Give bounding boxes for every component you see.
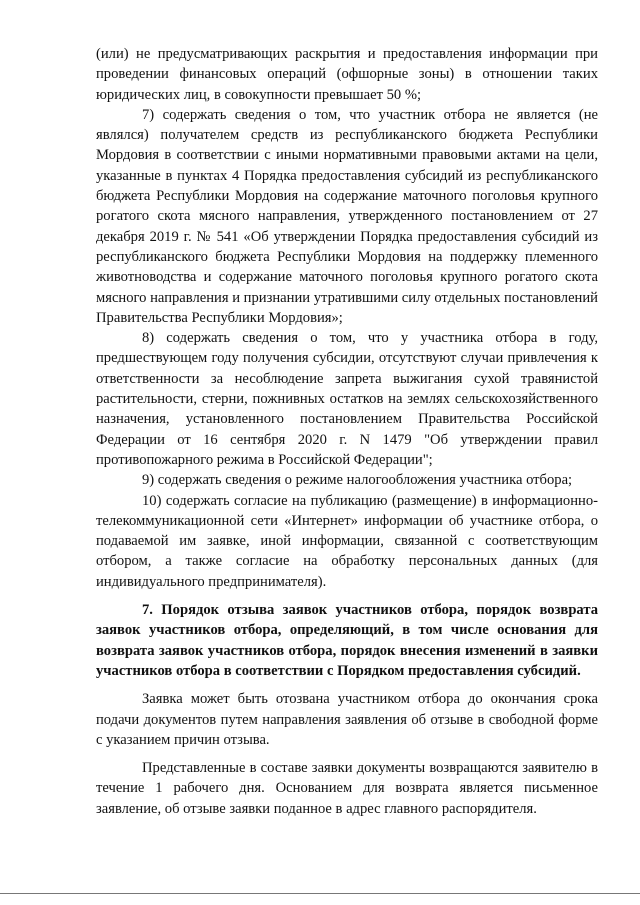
document-body (96, 44, 598, 819)
paragraph-item-8: 8) содержать сведения о том, что у участника отбора в году, предшествующем году получения субсидии, отсутствуют случаи привлечения к ответственности за несоблюдение запрета выжигания сухой травянистой растительности, стерни, пожнивных остатков на землях сельскохозяйственного назначения, установленного постановлением Правительства Российской Федерации от 16 сентября 2020 г. N 1479 "Об утверждении правил противопожарного режима в Российской Федерации"; (96, 330, 598, 468)
paragraph-item-7: 7) содержать сведения о том, что участник отбора не является (не являлся) получателем средств из республиканского бюджета Республики Мордовия в соответствии с иными нормативными правовыми актами на цели, указанные в пунктах 4 Порядка предоставления субсидий из республиканского бюджета Республики Мордовия на содержание маточного поголовья крупного рогатого скота мясного направления, утвержденного постановлением от 27 декабря 2019 г. № 541 «Об утверждении Порядка предоставления субсидий из республиканского бюджета Республики Мордовия на поддержку племенного животноводства и содержание маточного поголовья крупного рогатого скота мясного направления и признании утратившими силу отдельных постановлений Правительства Республики Мордовия»; (96, 106, 598, 326)
paragraph-item-9: 9) содержать сведения о режиме налогообложения участника отбора; (142, 472, 573, 489)
section-heading-7: 7. Порядок отзыва заявок участников отбора, порядок возврата заявок участников отбора, определяющий, в том числе основания для возврата заявок участников отбора, порядок внесения изменений в заявки участников отбора в соответствии с Порядком предоставления субсидий. (96, 602, 598, 679)
paragraph-item-10: 10) содержать согласие на публикацию (размещение) в информационно-телекоммуникационной сети «Интернет» информации об участнике отбора, о подаваемой им заявке, иной информации, связанной с соответствующим отбором, а также согласие на обработку персональных данных (для индивидуального предпринимателя). (96, 492, 598, 590)
paragraph-return: Представленные в составе заявки документы возвращаются заявителю в течение 1 рабочего дня. Основанием для возврата является письменное заявление, об отзыве заявки поданное в адрес главного распорядителя. (96, 760, 598, 817)
page-bottom-divider (0, 893, 640, 894)
paragraph-withdrawal: Заявка может быть отозвана участником отбора до окончания срока подачи документов путем направления заявления об отзыве в свободной форме с указанием причин отзыва. (96, 691, 598, 748)
paragraph-offshore-continuation: (или) не предусматривающих раскрытия и предоставления информации при проведении финансовых операций (офшорные зоны) в отношении таких юридических лиц, в совокупности превышает 50 %; (96, 46, 598, 103)
